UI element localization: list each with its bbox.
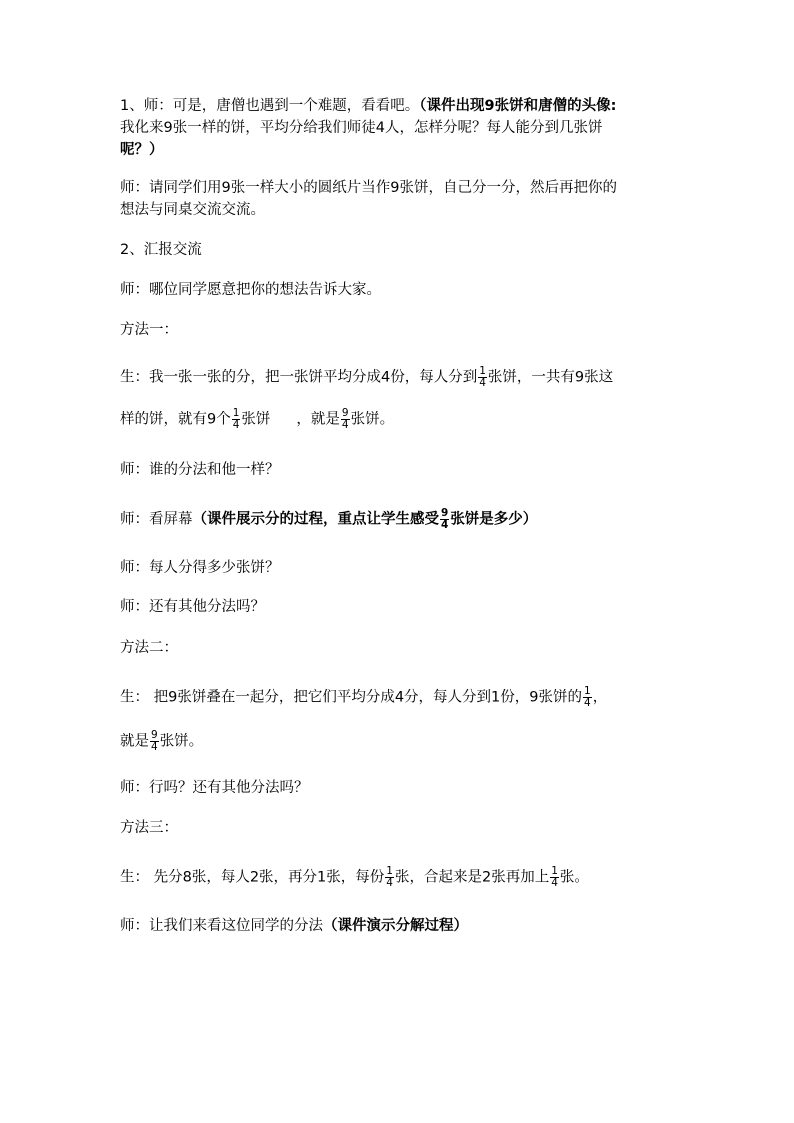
method-1-line-1 (120, 366, 613, 389)
text: 师：让我们来看这位同学的分法 (120, 918, 323, 934)
text: 张饼。 (159, 733, 204, 750)
paragraph-3 (120, 240, 202, 260)
bold-note: 张饼是多少） (450, 511, 538, 528)
paragraph-1-line-3 (120, 140, 164, 160)
paragraph-5 (120, 460, 280, 480)
text: 生： 把9张饼叠在一起分，把它们平均分成4分，每人分到1份，9张饼的 (120, 689, 583, 706)
bold-note: （课件展示分的过程，重点让学生感受 (192, 511, 439, 528)
fraction-one-quarter: $\frac{1}{4}$ (386, 865, 393, 889)
paragraph-7 (120, 558, 280, 578)
text: 张，合起来是2张再加上 (394, 869, 550, 886)
paragraph-1-line-2 (120, 118, 602, 138)
text: 就是 (120, 733, 149, 750)
text: 张饼。 (350, 411, 395, 428)
text: 呢？） (120, 142, 164, 158)
text: 1、师：可是，唐僧也遇到一个难题，看看吧。 (120, 98, 420, 114)
text: 师：哪位同学愿意把你的想法告诉大家。 (120, 282, 381, 298)
text: 方法三： (120, 820, 178, 836)
text: 2、汇报交流 (120, 242, 202, 258)
text: 师：每人分得多少张饼？ (120, 560, 280, 576)
paragraph-6 (120, 508, 537, 531)
text: 生：我一张一张的分，把一张饼平均分成4份，每人分到 (120, 369, 478, 386)
method-3-line-1 (120, 866, 589, 889)
fraction-one-quarter: $\frac{1}{4}$ (479, 365, 486, 389)
text: 方法二： (120, 640, 178, 656)
text: 样的饼，就有9个 (120, 411, 231, 428)
text: 生： 先分8张，每人2张，再分1张，每份 (120, 869, 385, 886)
text: ， (592, 689, 608, 706)
text: ，就是 (296, 411, 340, 428)
text: 我化来9张一样的饼，平均分给我们师徒4人，怎样分呢？每人能分到几张饼 (120, 120, 603, 136)
fraction-one-quarter: $\frac{1}{4}$ (551, 865, 558, 889)
bold-note: （课件出现9张饼和唐僧的头像: (419, 98, 617, 114)
text: 师：请同学们用9张一样大小的圆纸片当作9张饼，自己分一分，然后再把你的 (120, 180, 617, 196)
text: 方法一： (120, 322, 178, 338)
text: 师：谁的分法和他一样？ (120, 462, 280, 478)
text: 张。 (559, 869, 589, 886)
text: 想法与同桌交流交流。 (120, 202, 265, 218)
method-2-line-2 (120, 730, 203, 753)
paragraph-2-line-1 (120, 178, 617, 198)
text: 师：行吗？还有其他分法吗？ (120, 780, 309, 796)
method-2-line-1 (120, 686, 607, 709)
bold-note: （课件演示分解过程） (323, 918, 468, 934)
fraction-nine-quarters: $\frac{9}{4}$ (341, 407, 349, 431)
text: 张饼 (241, 411, 271, 428)
paragraph-4 (120, 280, 381, 300)
fraction-nine-quarters: $\frac{9}{4}$ (151, 729, 158, 753)
fraction-nine-quarters: $\frac{9}{4}$ (441, 507, 449, 531)
method-1-line-2 (120, 408, 394, 431)
fraction-one-quarter: $\frac{1}{4}$ (584, 685, 591, 709)
fraction-one-quarter: $\frac{1}{4}$ (232, 407, 240, 431)
paragraph-10 (120, 916, 468, 936)
paragraph-8 (120, 597, 265, 617)
method-1-title (120, 320, 178, 340)
method-2-title (120, 638, 178, 658)
paragraph-2-line-2 (120, 200, 265, 220)
method-3-title (120, 818, 178, 838)
paragraph-9 (120, 778, 309, 798)
text: 张饼，一共有9张这 (487, 369, 614, 386)
paragraph-1-line-1 (120, 96, 616, 116)
text: 师：看屏幕 (120, 511, 193, 528)
text: 师：还有其他分法吗？ (120, 599, 265, 615)
